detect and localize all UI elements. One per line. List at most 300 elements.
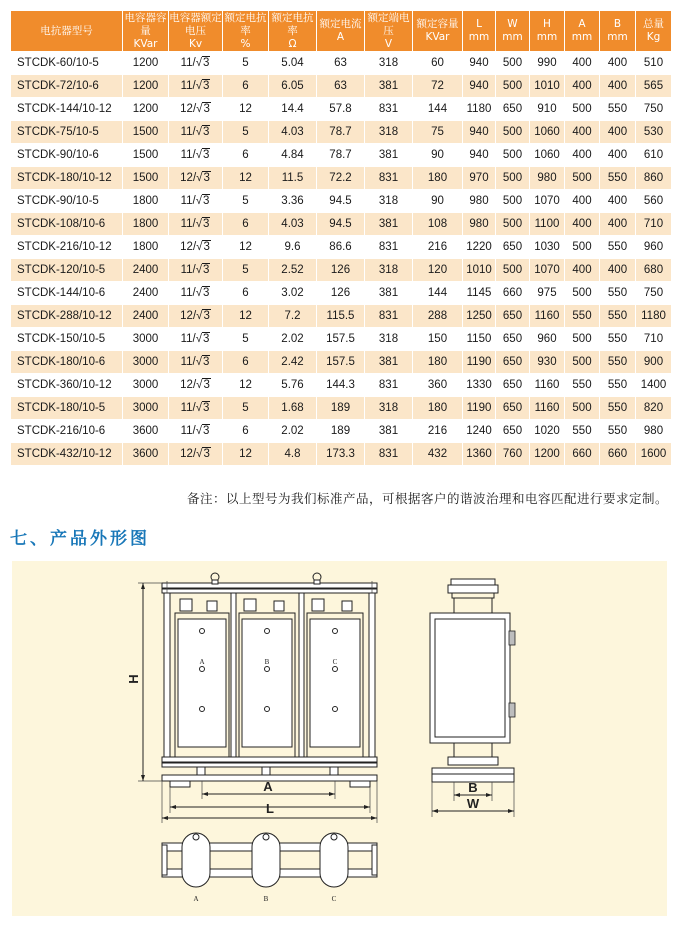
cell-W: 650 [496, 305, 530, 328]
sqrt-symbol: /√ [192, 80, 203, 92]
header-current-line: A [336, 31, 345, 43]
header-L-line: mm [468, 31, 490, 43]
cell-model: STCDK-90/10-6 [11, 144, 123, 167]
cell-reactance: 6.05 [269, 75, 317, 98]
header-B-line: mm [607, 31, 628, 43]
sqrt-symbol: /√ [192, 310, 203, 322]
table-row [11, 98, 672, 121]
header-cap_capacity-line: 电容器容量 [124, 11, 167, 37]
sqrt-radicand: 3 [203, 149, 210, 161]
voltage-numerator: 11 [180, 425, 193, 437]
cell-L: 1190 [463, 351, 496, 374]
header-cap_capacity [123, 11, 169, 52]
table-row [11, 144, 672, 167]
cell-B: 400 [600, 144, 636, 167]
table-row [11, 420, 672, 443]
cell-current: 144.3 [317, 374, 365, 397]
cell-model: STCDK-180/10-5 [11, 397, 123, 420]
header-L-line: L [476, 18, 482, 30]
table-row [11, 328, 672, 351]
sqrt-symbol: /√ [192, 172, 203, 184]
header-reactance-line: Ω [288, 37, 297, 50]
cell-B: 550 [600, 328, 636, 351]
table-row [11, 259, 672, 282]
cell-cap_rated_voltage [169, 351, 223, 374]
cell-cap_rated_voltage [169, 443, 223, 466]
cell-reactance_rate: 12 [223, 167, 269, 190]
header-cap_rated_voltage-line: 电容器额定电压 [169, 11, 222, 37]
sqrt-radicand: 3 [203, 402, 210, 414]
table-row [11, 213, 672, 236]
cell-B: 550 [600, 397, 636, 420]
top-phase-label-b: B [263, 895, 269, 903]
cell-L: 980 [463, 213, 496, 236]
sqrt-symbol: /√ [192, 241, 203, 253]
cell-L: 1250 [463, 305, 496, 328]
top-view [162, 833, 377, 903]
cell-model: STCDK-180/10-12 [11, 167, 123, 190]
cell-W: 500 [496, 259, 530, 282]
cell-terminal_voltage: 831 [365, 443, 413, 466]
cell-reactance_rate: 6 [223, 144, 269, 167]
phase-label-c: C [332, 658, 338, 666]
cell-capacity: 216 [413, 236, 463, 259]
cell-current: 78.7 [317, 121, 365, 144]
section-title: 七、产品外形图 [10, 529, 150, 549]
cell-terminal_voltage: 318 [365, 190, 413, 213]
cell-B: 400 [600, 52, 636, 75]
cell-cap_capacity: 3000 [123, 328, 169, 351]
cell-reactance_rate: 5 [223, 121, 269, 144]
cell-weight: 750 [636, 282, 672, 305]
cell-cap_capacity: 3000 [123, 374, 169, 397]
cell-capacity: 108 [413, 213, 463, 236]
cell-H: 1070 [530, 190, 565, 213]
cell-capacity: 360 [413, 374, 463, 397]
sqrt-symbol: /√ [192, 448, 203, 460]
product-outline-drawing [12, 561, 667, 916]
cell-H: 980 [530, 167, 565, 190]
cell-cap_capacity: 2400 [123, 305, 169, 328]
cell-current: 126 [317, 259, 365, 282]
cell-W: 650 [496, 374, 530, 397]
cell-capacity: 288 [413, 305, 463, 328]
cell-L: 1150 [463, 328, 496, 351]
sqrt-radicand: 3 [203, 425, 210, 437]
sqrt-symbol: /√ [192, 126, 203, 138]
cell-capacity: 150 [413, 328, 463, 351]
cell-H: 960 [530, 328, 565, 351]
cell-weight: 1400 [636, 374, 672, 397]
cell-H: 1020 [530, 420, 565, 443]
header-reactance [269, 11, 317, 52]
header-capacity [413, 11, 463, 52]
cell-terminal_voltage: 381 [365, 282, 413, 305]
dim-b: B [468, 780, 478, 795]
cell-model: STCDK-432/10-12 [11, 443, 123, 466]
cell-reactance_rate: 5 [223, 328, 269, 351]
cell-L: 1220 [463, 236, 496, 259]
voltage-numerator: 12 [180, 172, 193, 184]
cell-cap_capacity: 1500 [123, 121, 169, 144]
cell-current: 94.5 [317, 190, 365, 213]
cell-terminal_voltage: 318 [365, 121, 413, 144]
cell-H: 1160 [530, 374, 565, 397]
header-cap_rated_voltage-line: Kv [188, 37, 203, 50]
phase-label-a: A [199, 658, 205, 666]
cell-model: STCDK-150/10-5 [11, 328, 123, 351]
cell-H: 1100 [530, 213, 565, 236]
cell-H: 1060 [530, 121, 565, 144]
sqrt-radicand: 3 [203, 57, 210, 69]
cell-cap_rated_voltage [169, 144, 223, 167]
sqrt-radicand: 3 [203, 310, 210, 322]
cell-capacity: 180 [413, 351, 463, 374]
cell-reactance_rate: 5 [223, 259, 269, 282]
cell-weight: 560 [636, 190, 672, 213]
dim-a: A [263, 779, 273, 794]
cell-cap_rated_voltage [169, 397, 223, 420]
cell-reactance: 7.2 [269, 305, 317, 328]
cell-cap_capacity: 1200 [123, 98, 169, 121]
cell-A: 500 [565, 236, 600, 259]
cell-H: 1010 [530, 75, 565, 98]
sqrt-symbol: /√ [192, 287, 203, 299]
cell-H: 1160 [530, 397, 565, 420]
cell-B: 550 [600, 167, 636, 190]
cell-reactance_rate: 6 [223, 75, 269, 98]
cell-current: 63 [317, 52, 365, 75]
cell-B: 550 [600, 374, 636, 397]
cell-A: 400 [565, 190, 600, 213]
cell-model: STCDK-72/10-6 [11, 75, 123, 98]
header-reactance-line: 额定电抗率 [271, 11, 314, 37]
cell-weight: 750 [636, 98, 672, 121]
cell-reactance: 9.6 [269, 236, 317, 259]
cell-H: 990 [530, 52, 565, 75]
sqrt-radicand: 3 [203, 241, 210, 253]
cell-B: 550 [600, 98, 636, 121]
sqrt-symbol: /√ [192, 57, 203, 69]
cell-terminal_voltage: 318 [365, 328, 413, 351]
sqrt-radicand: 3 [203, 172, 210, 184]
top-phase-label-a: A [193, 895, 199, 903]
cell-terminal_voltage: 831 [365, 236, 413, 259]
cell-model: STCDK-216/10-6 [11, 420, 123, 443]
cell-L: 940 [463, 144, 496, 167]
voltage-numerator: 11 [180, 195, 193, 207]
cell-H: 910 [530, 98, 565, 121]
cell-current: 78.7 [317, 144, 365, 167]
table-row [11, 443, 672, 466]
voltage-numerator: 11 [180, 333, 193, 345]
voltage-numerator: 12 [180, 379, 193, 391]
cell-model: STCDK-180/10-6 [11, 351, 123, 374]
cell-reactance_rate: 12 [223, 98, 269, 121]
cell-reactance_rate: 5 [223, 397, 269, 420]
cell-A: 500 [565, 167, 600, 190]
header-A [565, 11, 600, 52]
sqrt-radicand: 3 [203, 356, 210, 368]
cell-W: 650 [496, 420, 530, 443]
cell-reactance: 4.8 [269, 443, 317, 466]
cell-reactance: 5.76 [269, 374, 317, 397]
cell-weight: 610 [636, 144, 672, 167]
sqrt-radicand: 3 [203, 379, 210, 391]
header-A-line: mm [571, 31, 593, 43]
sqrt-radicand: 3 [203, 195, 210, 207]
table-row [11, 236, 672, 259]
cell-cap_capacity: 1800 [123, 190, 169, 213]
table-row [11, 374, 672, 397]
cell-terminal_voltage: 318 [365, 52, 413, 75]
cell-terminal_voltage: 381 [365, 144, 413, 167]
cell-terminal_voltage: 381 [365, 420, 413, 443]
cell-capacity: 90 [413, 190, 463, 213]
cell-W: 650 [496, 351, 530, 374]
header-weight-line: Kg [646, 31, 661, 43]
header-W-line: W [507, 18, 518, 30]
cell-reactance_rate: 5 [223, 52, 269, 75]
sqrt-symbol: /√ [192, 195, 203, 207]
dim-h: H [126, 674, 141, 684]
cell-cap_capacity: 1800 [123, 236, 169, 259]
cell-reactance: 4.03 [269, 121, 317, 144]
cell-capacity: 180 [413, 167, 463, 190]
cell-L: 970 [463, 167, 496, 190]
cell-cap_capacity: 2400 [123, 282, 169, 305]
cell-cap_capacity: 1200 [123, 52, 169, 75]
cell-H: 1070 [530, 259, 565, 282]
header-H [530, 11, 565, 52]
cell-cap_rated_voltage [169, 98, 223, 121]
header-cap_rated_voltage [169, 11, 223, 52]
table-row [11, 167, 672, 190]
cell-H: 930 [530, 351, 565, 374]
cell-terminal_voltage: 318 [365, 259, 413, 282]
cell-terminal_voltage: 381 [365, 351, 413, 374]
cell-A: 500 [565, 397, 600, 420]
cell-cap_rated_voltage [169, 259, 223, 282]
cell-weight: 1180 [636, 305, 672, 328]
sqrt-symbol: /√ [192, 333, 203, 345]
coil-b [239, 613, 295, 757]
cell-weight: 960 [636, 236, 672, 259]
cell-current: 126 [317, 282, 365, 305]
cell-A: 400 [565, 144, 600, 167]
cell-W: 500 [496, 213, 530, 236]
cell-weight: 565 [636, 75, 672, 98]
header-H-line: mm [536, 31, 558, 43]
voltage-numerator: 11 [180, 402, 193, 414]
top-phase-label-c: C [331, 895, 337, 903]
sqrt-radicand: 3 [203, 80, 210, 92]
cell-current: 72.2 [317, 167, 365, 190]
cell-L: 1330 [463, 374, 496, 397]
cell-model: STCDK-120/10-5 [11, 259, 123, 282]
cell-model: STCDK-60/10-5 [11, 52, 123, 75]
voltage-numerator: 11 [180, 126, 193, 138]
cell-terminal_voltage: 831 [365, 374, 413, 397]
cell-A: 400 [565, 259, 600, 282]
cell-model: STCDK-360/10-12 [11, 374, 123, 397]
cell-current: 115.5 [317, 305, 365, 328]
cell-reactance_rate: 12 [223, 374, 269, 397]
coil-a [175, 613, 229, 757]
header-model-line: 电抗器型号 [40, 24, 93, 37]
sqrt-radicand: 3 [203, 333, 210, 345]
table-row [11, 190, 672, 213]
header-W [496, 11, 530, 52]
dim-l: L [266, 801, 274, 816]
cell-reactance: 11.5 [269, 167, 317, 190]
cell-model: STCDK-288/10-12 [11, 305, 123, 328]
cell-H: 975 [530, 282, 565, 305]
cell-cap_rated_voltage [169, 236, 223, 259]
cell-W: 660 [496, 282, 530, 305]
cell-L: 1010 [463, 259, 496, 282]
cell-reactance_rate: 6 [223, 213, 269, 236]
cell-H: 1060 [530, 144, 565, 167]
header-capacity-line: KVar [425, 31, 450, 43]
table-row [11, 397, 672, 420]
cell-current: 189 [317, 397, 365, 420]
cell-current: 63 [317, 75, 365, 98]
cell-cap_rated_voltage [169, 282, 223, 305]
cell-reactance_rate: 12 [223, 236, 269, 259]
voltage-numerator: 11 [180, 218, 193, 230]
cell-model: STCDK-75/10-5 [11, 121, 123, 144]
sqrt-symbol: /√ [192, 402, 203, 414]
table-row [11, 121, 672, 144]
cell-cap_rated_voltage [169, 52, 223, 75]
cell-weight: 820 [636, 397, 672, 420]
header-terminal_voltage-line: V [384, 37, 393, 50]
cell-capacity: 75 [413, 121, 463, 144]
sqrt-radicand: 3 [203, 264, 210, 276]
phase-label-b: B [264, 658, 270, 666]
cell-capacity: 144 [413, 98, 463, 121]
cell-weight: 510 [636, 52, 672, 75]
cell-W: 650 [496, 98, 530, 121]
cell-cap_rated_voltage [169, 374, 223, 397]
cell-cap_capacity: 1800 [123, 213, 169, 236]
cell-cap_capacity: 3600 [123, 420, 169, 443]
cell-W: 650 [496, 397, 530, 420]
sqrt-symbol: /√ [192, 103, 203, 115]
sqrt-symbol: /√ [192, 379, 203, 391]
cell-current: 86.6 [317, 236, 365, 259]
header-capacity-line: 额定容量 [416, 18, 459, 30]
cell-model: STCDK-90/10-5 [11, 190, 123, 213]
cell-B: 550 [600, 282, 636, 305]
header-B [600, 11, 636, 52]
cell-weight: 860 [636, 167, 672, 190]
cell-weight: 710 [636, 213, 672, 236]
header-weight-line: 总量 [643, 18, 664, 30]
cell-A: 400 [565, 213, 600, 236]
sqrt-radicand: 3 [203, 126, 210, 138]
cell-B: 400 [600, 75, 636, 98]
cell-weight: 710 [636, 328, 672, 351]
cell-B: 400 [600, 190, 636, 213]
voltage-numerator: 12 [180, 310, 193, 322]
sqrt-symbol: /√ [192, 425, 203, 437]
header-reactance_rate-line: % [240, 37, 251, 50]
cell-weight: 900 [636, 351, 672, 374]
cell-A: 400 [565, 121, 600, 144]
cell-reactance: 3.02 [269, 282, 317, 305]
cell-reactance_rate: 6 [223, 282, 269, 305]
cell-A: 500 [565, 98, 600, 121]
cell-capacity: 120 [413, 259, 463, 282]
outline-drawing-svg [12, 561, 667, 916]
voltage-numerator: 11 [180, 287, 193, 299]
cell-capacity: 60 [413, 52, 463, 75]
cell-L: 1190 [463, 397, 496, 420]
cell-cap_capacity: 1500 [123, 167, 169, 190]
cell-L: 940 [463, 121, 496, 144]
cell-reactance: 3.36 [269, 190, 317, 213]
cell-cap_capacity: 3600 [123, 443, 169, 466]
cell-reactance: 2.42 [269, 351, 317, 374]
cell-current: 189 [317, 420, 365, 443]
cell-W: 760 [496, 443, 530, 466]
cell-capacity: 72 [413, 75, 463, 98]
cell-cap_capacity: 1200 [123, 75, 169, 98]
cell-B: 550 [600, 351, 636, 374]
cell-cap_rated_voltage [169, 167, 223, 190]
cell-cap_rated_voltage [169, 305, 223, 328]
voltage-numerator: 11 [180, 356, 193, 368]
cell-A: 660 [565, 443, 600, 466]
cell-L: 980 [463, 190, 496, 213]
cell-A: 550 [565, 374, 600, 397]
cell-capacity: 180 [413, 397, 463, 420]
side-view [430, 579, 515, 817]
cell-A: 500 [565, 282, 600, 305]
header-L [463, 11, 496, 52]
cell-model: STCDK-144/10-12 [11, 98, 123, 121]
cell-model: STCDK-144/10-6 [11, 282, 123, 305]
cell-B: 400 [600, 213, 636, 236]
cell-current: 173.3 [317, 443, 365, 466]
header-H-line: H [543, 18, 551, 30]
cell-capacity: 432 [413, 443, 463, 466]
table-body [11, 52, 672, 466]
cell-W: 500 [496, 75, 530, 98]
cell-W: 650 [496, 236, 530, 259]
cell-W: 500 [496, 144, 530, 167]
cell-model: STCDK-108/10-6 [11, 213, 123, 236]
cell-reactance: 5.04 [269, 52, 317, 75]
header-reactance_rate [223, 11, 269, 52]
cell-L: 1180 [463, 98, 496, 121]
cell-cap_rated_voltage [169, 75, 223, 98]
note-text: 备注：以上型号为我们标准产品，可根据客户的谐波治理和电容匹配进行要求定制。 [186, 491, 668, 506]
cell-B: 400 [600, 121, 636, 144]
sqrt-radicand: 3 [203, 218, 210, 230]
coil-c [307, 613, 363, 757]
header-B-line: B [613, 18, 622, 30]
sqrt-radicand: 3 [203, 103, 210, 115]
cell-W: 500 [496, 167, 530, 190]
cell-weight: 1600 [636, 443, 672, 466]
cell-terminal_voltage: 381 [365, 213, 413, 236]
cell-terminal_voltage: 831 [365, 305, 413, 328]
spec-table [10, 10, 672, 466]
cell-cap_rated_voltage [169, 328, 223, 351]
